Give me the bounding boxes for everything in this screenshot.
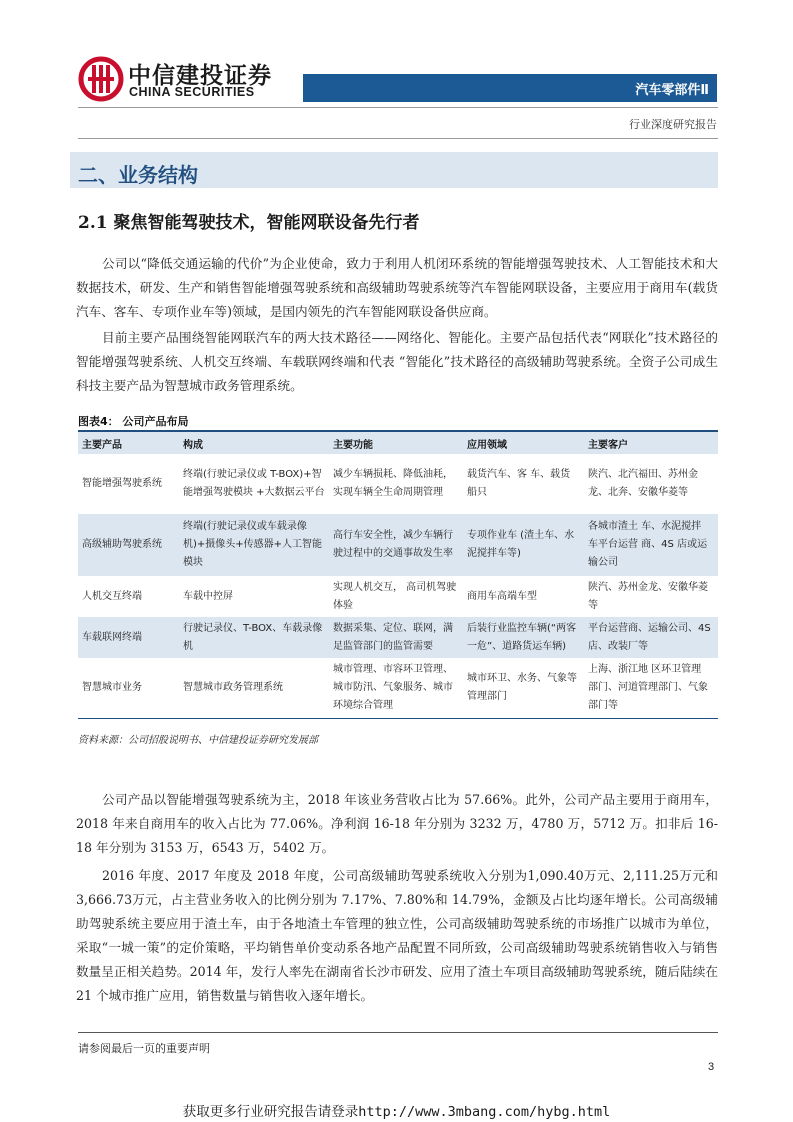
table-cell: 城市环卫、水务、气象等管理部门 xyxy=(463,658,584,718)
table-cell: 终端(行驶记录仪或车载录像机)+摄像头+传感器+人工智能模块 xyxy=(179,514,329,576)
figure-source: 资料来源：公司招股说明书、中信建投证券研究发展部 xyxy=(78,735,318,746)
table-cell: 数据采集、定位、联网，满足监管部门的监管需要 xyxy=(329,617,463,658)
table-cell: 城市管理、市容环卫管理、城市防汛、气象服务、城市环境综合管理 xyxy=(329,658,463,718)
table-cell: 智慧城市政务管理系统 xyxy=(179,658,329,718)
page-number: 3 xyxy=(708,1061,715,1073)
table-cell: 人机交互终端 xyxy=(82,590,142,602)
table-row xyxy=(78,658,718,718)
column-header: 主要产品 xyxy=(78,432,179,454)
figure-title: 图表4： 公司产品布局 xyxy=(78,415,189,428)
table-row xyxy=(78,514,718,576)
citic-logo-icon xyxy=(78,56,128,102)
table-cell: 陕汽、苏州金龙、安徽华菱等 xyxy=(588,581,708,611)
paragraph-mission: 公司以“降低交通运输的代价”为企业使命，致力于利用人机闭环系统的智能增强驾驶技术、人工智能技术和大数据技术，研发、生产和销售智能增强驾驶系统和高级辅助驾驶系统等汽车智能网联设备，主要应用于商用车(载货汽车、客车、专项作业车等)领域，是国内领先的汽车智能网联设备供应商。 xyxy=(76,256,718,319)
table-cell: 后装行业监控车辆(“两客一危”、道路货运车辆) xyxy=(463,617,584,658)
table-row xyxy=(78,617,718,658)
table-cell: 平台运营商、运输公司、4S 店、改装厂等 xyxy=(584,617,718,658)
footer-divider xyxy=(78,1032,718,1033)
page-header xyxy=(0,0,793,140)
table-cell: 车载中控屏 xyxy=(183,590,233,602)
section-title: 二、业务结构 xyxy=(70,152,718,188)
table-cell: 高行车安全性，减少车辆行驶过程中的交通事故发生率 xyxy=(329,514,463,576)
column-header: 主要客户 xyxy=(584,432,718,454)
table-cell: 商用车高端车型 xyxy=(467,590,537,602)
paragraph-revenue: 公司产品以智能增强驾驶系统为主，2018 年该业务营收占比为 57.66%。此外，公司产品主要用于商用车，2018 年来自商用车的收入占比为 77.06%。净利润 16-18 年分别为 3232 万，4780 万，5712 万。扣非后 16-18 年分别为 3153 万，6543 万，5402 万。 xyxy=(76,792,718,855)
brand-name-cn: 中信建投证券 xyxy=(128,63,272,89)
table-cell: 智能增强驾驶系统 xyxy=(82,478,162,489)
paragraph-adas: 2016 年度、2017 年度及 2018 年度，公司高级辅助驾驶系统收入分别为1,090.40万元、2,111.25万元和3,666.73万元，占主营业务收入的比例分别为 7.17%、7.80%和 14.79%，金额及占比均逐年增长。公司高级辅助驾驶系统主要应用于渣土车，由于各地渣土车管理的独立性，公司高级辅助驾驶系统的市场推广以城市为单位，采取“一城一策”的定价策略，平均销售单价变动系各地产品配置不同所致，公司高级辅助驾驶系统销售收入与销售数量呈正相关趋势。2014 年，发行人率先在湖南省长沙市研发、应用了渣土车项目高级辅助驾驶系统，随后陆续在 21 个城市推广应用，销售数量与销售收入逐年增长。 xyxy=(76,868,718,1003)
table-cell: 行驶记录仪、T-BOX、车载录像机 xyxy=(179,617,329,658)
table-header-row xyxy=(78,432,718,454)
table-cell: 车载联网终端 xyxy=(78,617,179,658)
watermark-text: 获取更多行业研究报告请登录http://www.3mbang.com/hybg.html xyxy=(182,1104,611,1120)
column-header: 主要功能 xyxy=(329,432,463,454)
header-divider xyxy=(78,107,718,108)
table-row xyxy=(78,454,718,514)
column-header: 构成 xyxy=(179,432,329,454)
table-cell: 终端(行驶记录仪或 T-BOX)+智能增强驾驶模块 +大数据云平台 xyxy=(183,469,325,498)
table-cell: 减少车辆损耗、降低油耗，实现车辆全生命周期管理 xyxy=(333,469,453,498)
product-table xyxy=(78,432,718,719)
column-header: 应用领域 xyxy=(463,432,584,454)
table-cell: 专项作业车 (渣土车、水泥搅拌车等) xyxy=(463,514,584,576)
table-cell: 智慧城市业务 xyxy=(78,658,179,718)
category-label: 汽车零部件Ⅱ xyxy=(635,83,709,98)
table-row xyxy=(78,576,718,617)
table-cell: 高级辅助驾驶系统 xyxy=(78,514,179,576)
table-cell: 上海、浙江地 区环卫管理 部门、河道管理部门、气象部门等 xyxy=(584,658,718,718)
table-cell: 陕汽、北汽福田、苏州金龙、北奔、安徽华菱等 xyxy=(588,469,698,498)
table-cell: 载货汽车、客 车、载货船只 xyxy=(467,469,571,498)
header-bottom-divider xyxy=(78,138,718,139)
brand-name-en: CHINA SECURITIES xyxy=(129,85,255,99)
table-cell: 各城市渣土 车、水泥搅拌 车平台运营 商、4S 店或运输公司 xyxy=(584,514,718,576)
paragraph-products: 目前主要产品围绕智能网联汽车的两大技术路径——网络化、智能化。主要产品包括代表“网联化”技术路径的智能增强驾驶系统、人机交互终端、车载联网终端和代表 “智能化”技术路径的高级辅助驾驶系统。全资子公司成生科技主要产品为智慧城市政务管理系统。 xyxy=(76,330,718,393)
report-type: 行业深度研究报告 xyxy=(629,118,717,131)
disclaimer-text: 请参阅最后一页的重要声明 xyxy=(78,1042,210,1055)
category-bar xyxy=(303,74,717,102)
subsection-title: 2.1 聚焦智能驾驶技术，智能网联设备先行者 xyxy=(78,213,420,233)
table-cell: 实现人机交互， 高司机驾驶体验 xyxy=(333,581,457,611)
